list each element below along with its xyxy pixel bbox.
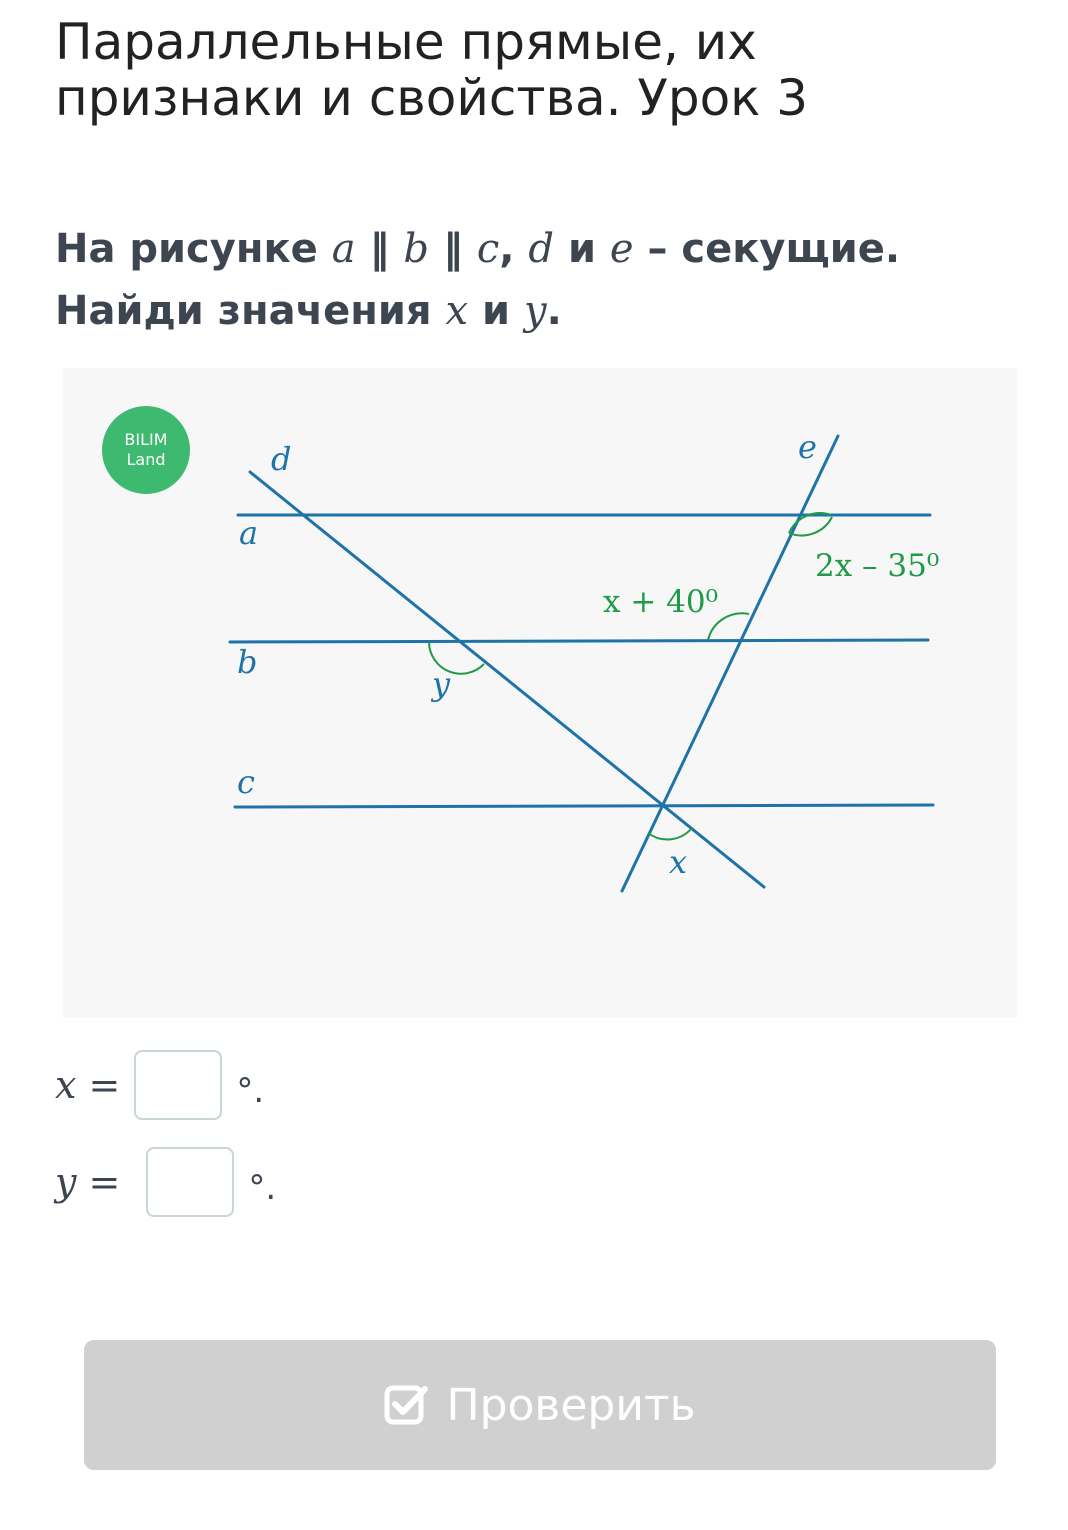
math-a: a [331, 226, 356, 272]
label-a: a [239, 514, 259, 552]
question-part: На рисунке [55, 226, 332, 272]
check-button[interactable] [84, 1340, 996, 1470]
question-text [55, 218, 1045, 342]
parallel-sign: ‖ [355, 226, 404, 272]
bilimland-logo [102, 406, 190, 494]
question-part: – секущие. Найди значения [55, 226, 901, 334]
geometry-figure [63, 368, 1017, 1018]
answer-unit-x: °. [236, 1071, 265, 1111]
math-x: x [445, 288, 469, 334]
line-c [235, 805, 933, 807]
math-d: d [528, 226, 555, 272]
page-title: Параллельные прямые, их признаки и свойства. Урок 3 [55, 13, 809, 127]
question-part: и [554, 226, 610, 272]
math-c: c [476, 226, 500, 272]
answer-input-x[interactable] [134, 1050, 222, 1120]
figure-drawing [63, 368, 1017, 1018]
line-b [230, 640, 928, 642]
math-b: b [403, 226, 430, 272]
question-part: . [546, 288, 562, 334]
answer-label-x: x = [55, 1063, 121, 1107]
answer-row-y [55, 1145, 276, 1219]
question-part: и [468, 288, 524, 334]
answer-label-y: y = [55, 1160, 121, 1204]
answer-row-x [55, 1048, 264, 1122]
line-d [250, 472, 764, 887]
label-c: c [237, 763, 255, 801]
logo-text-line1: BILIM [124, 430, 168, 449]
math-e: e [609, 226, 634, 272]
answer-input-y[interactable] [146, 1147, 234, 1217]
label-angle-top: 2x – 35⁰ [815, 548, 940, 584]
checkbox-check-icon [384, 1383, 428, 1427]
line-e [622, 436, 838, 891]
label-b: b [237, 643, 258, 681]
question-part: , [499, 226, 529, 272]
label-x: x [669, 843, 688, 881]
label-angle-mid: x + 40⁰ [603, 584, 719, 620]
arc-angle-x [648, 829, 691, 839]
logo-text-line2: Land [126, 450, 166, 469]
label-e: e [798, 428, 817, 466]
parallel-sign: ‖ [429, 226, 477, 272]
answer-unit-y: °. [248, 1168, 277, 1208]
label-d: d [271, 440, 292, 478]
label-y: y [432, 665, 451, 703]
math-y: y [523, 288, 547, 334]
check-button-label: Проверить [446, 1379, 696, 1431]
